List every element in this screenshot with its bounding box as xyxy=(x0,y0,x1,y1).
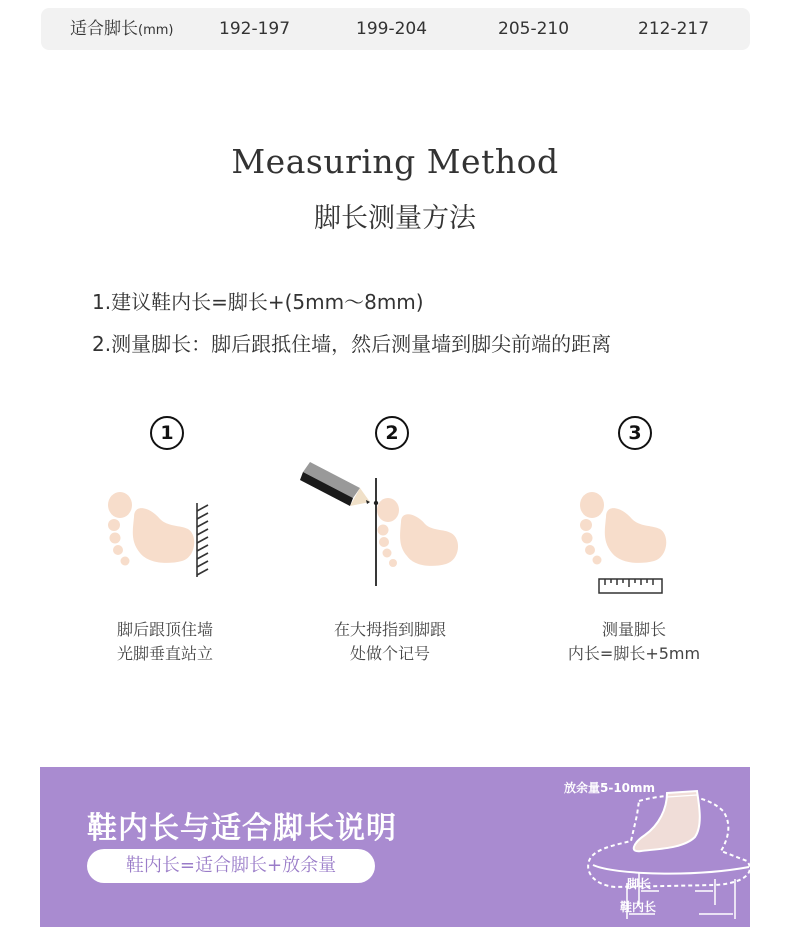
step-1-caption-line1: 脚后跟顶住墙 xyxy=(116,620,213,639)
step-1-caption-line2: 光脚垂直站立 xyxy=(116,644,213,663)
step-1-caption xyxy=(65,618,265,666)
step-3-caption-line1: 测量脚长 xyxy=(601,620,666,639)
step-2-caption xyxy=(290,618,490,666)
foot-icon xyxy=(108,492,194,566)
size-table-unit: (mm) xyxy=(138,23,174,38)
shoe-length-banner xyxy=(40,767,750,927)
measure-illustration xyxy=(575,487,675,597)
step-3-caption-line2: 内长=脚长+5mm xyxy=(567,644,701,663)
pencil-icon xyxy=(300,462,370,506)
step-3-number: 3 xyxy=(618,416,652,450)
size-table-label-text: 适合脚长 xyxy=(70,19,138,39)
step-2-caption-line2: 处做个记号 xyxy=(349,644,430,663)
rule-2: 2.测量脚长：脚后跟抵住墙，然后测量墙到脚尖前端的距离 xyxy=(92,332,612,356)
size-value-1: 192-197 xyxy=(219,19,291,39)
allowance-label: 放余量5-10mm xyxy=(564,781,656,795)
size-table-row xyxy=(41,8,750,50)
step-3-caption xyxy=(534,618,734,666)
size-value-3: 205-210 xyxy=(498,19,570,39)
ruler-icon xyxy=(599,579,662,593)
foot-icon xyxy=(377,498,458,567)
wall-icon xyxy=(197,503,208,577)
rule-1: 1.建议鞋内长=脚长+(5mm～8mm) xyxy=(92,290,424,314)
step-1-number: 1 xyxy=(150,416,184,450)
step-2-caption-line1: 在大拇指到脚跟 xyxy=(333,620,446,639)
inner-length-label: 鞋内长 xyxy=(620,900,657,914)
step-2-number: 2 xyxy=(375,416,409,450)
banner-title: 鞋内长与适合脚长说明 xyxy=(87,811,397,846)
size-value-4: 212-217 xyxy=(638,19,710,39)
shoe-icon xyxy=(575,775,755,923)
mark-dot xyxy=(374,501,378,505)
size-value-2: 199-204 xyxy=(356,19,428,39)
foot-icon xyxy=(580,492,666,565)
size-table-label xyxy=(70,8,173,50)
formula-pill: 鞋内长=适合脚长+放余量 xyxy=(87,849,375,883)
pencil-mark-illustration xyxy=(298,458,468,588)
heading-chinese: 脚长测量方法 xyxy=(314,203,476,234)
heading-english: Measuring Method xyxy=(231,142,559,181)
foot-length-label: 脚长 xyxy=(627,877,652,891)
foot-against-wall-illustration xyxy=(100,485,220,580)
